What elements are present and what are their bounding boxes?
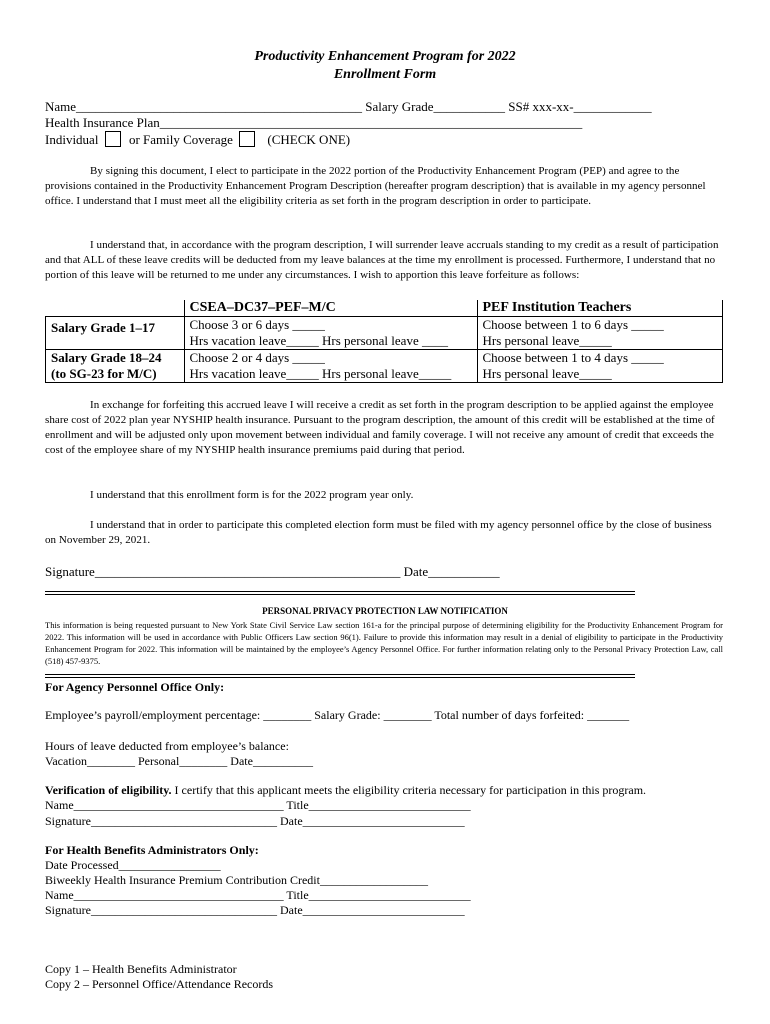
hba-heading: For Health Benefits Administrators Only: <box>45 843 259 857</box>
privacy-title: PERSONAL PRIVACY PROTECTION LAW NOTIFICATION <box>262 606 508 616</box>
agency-heading: For Agency Personnel Office Only: <box>45 680 225 694</box>
paragraph-deadline: I understand that in order to participate this completed election form must be filed with my agency personnel office by the close of business on November 29, 2021. <box>45 519 712 546</box>
paragraph-credit: In exchange for forfeiting this accrued leave I will receive a credit as set forth in the program description to be applied against the employee share cost of 2022 plan year NYSHIP health insurance. Pursuant to the program description, the amount of this credit will be established at the time of enrollment and will be adjusted only upon movement between individual and family coverage. I will not receive any amount of credit that exceeds the cost of the employee share of my NYSHIP health insurance premiums paid during that period. <box>45 399 715 456</box>
premium-credit-line[interactable]: Biweekly Health Insurance Premium Contribution Credit__________________ <box>45 873 428 887</box>
col-header-pef-teachers: PEF Institution Teachers <box>477 300 722 317</box>
hours-deducted-line[interactable]: Vacation________ Personal________ Date__________ <box>45 754 313 768</box>
row-cell-pef[interactable]: Choose between 1 to 4 days _____ Hrs personal leave_____ <box>477 350 722 383</box>
individual-label: Individual <box>45 132 99 147</box>
table-corner <box>46 300 185 317</box>
divider <box>45 591 635 592</box>
hba-signature-date-line[interactable]: Signature_______________________________ Date___________________________ <box>45 903 465 917</box>
divider <box>45 674 635 675</box>
verifier-name-title-line[interactable]: Name___________________________________ Title___________________________ <box>45 798 471 812</box>
hba-name-title-line[interactable]: Name___________________________________ Title___________________________ <box>45 888 471 902</box>
row-cell-csea[interactable]: Choose 3 or 6 days _____ Hrs vacation leave_____ Hrs personal leave ____ <box>184 317 477 350</box>
family-label: or Family Coverage <box>128 132 233 147</box>
date-processed-line[interactable]: Date Processed_________________ <box>45 858 221 872</box>
verification-line <box>45 783 646 798</box>
col-header-csea: CSEA–DC37–PEF–M/C <box>184 300 477 317</box>
individual-checkbox[interactable] <box>105 131 121 147</box>
name-salary-ss-line[interactable]: Name____________________________________________ Salary Grade___________ SS# xxx-xx-____________ <box>45 99 652 114</box>
signature-date-line[interactable]: Signature_______________________________________________ Date___________ <box>45 564 500 579</box>
form-subtitle: Enrollment Form <box>333 67 437 82</box>
row-cell-pef[interactable]: Choose between 1 to 6 days _____ Hrs personal leave_____ <box>477 317 722 350</box>
health-plan-line[interactable]: Health Insurance Plan_________________________________________________________________ <box>45 115 583 130</box>
verification-heading: Verification of eligibility. <box>45 783 172 797</box>
row-label: Salary Grade 1–17 <box>46 317 185 350</box>
verifier-signature-date-line[interactable]: Signature_______________________________ Date___________________________ <box>45 814 465 828</box>
agency-percentage-line[interactable]: Employee’s payroll/employment percentage: ________ Salary Grade: ________ Total number of days forfeited: _______ <box>45 708 630 722</box>
verification-text: I certify that this applicant meets the eligibility criteria necessary for participation in this program. <box>171 783 647 797</box>
family-checkbox[interactable] <box>239 131 255 147</box>
copy-1-note: Copy 1 – Health Benefits Administrator <box>45 962 237 976</box>
coverage-line <box>45 131 350 148</box>
copy-2-note: Copy 2 – Personnel Office/Attendance Records <box>45 977 274 991</box>
divider <box>45 677 635 678</box>
row-label: Salary Grade 18–24 (to SG-23 for M/C) <box>46 350 185 383</box>
form-title: Productivity Enhancement Program for 2022 <box>254 49 516 64</box>
leave-apportion-table <box>45 300 723 383</box>
table-row <box>46 317 723 350</box>
hours-deducted-label: Hours of leave deducted from employee’s balance: <box>45 739 289 753</box>
paragraph-surrender: I understand that, in accordance with the program description, I will surrender leave accruals standing to my credit as a result of participation and that ALL of these leave credits will be deducted from my leave balances at the time my enrollment is processed. Furthermore, I understand that no portion of this leave will be returned to me under any circumstances. I wish to apportion this leave forfeiture as follows: <box>45 239 719 281</box>
divider <box>45 594 635 595</box>
paragraph-election: By signing this document, I elect to participate in the 2022 portion of the Productivity Enhancement Program (PEP) and agree to the provisions contained in the Productivity Enhancement Program Description (hereafter program description) that is available in my agency personnel office. I understand that I must meet all the eligibility criteria as set forth in the program description in order to participate. <box>45 165 706 207</box>
privacy-notice: This information is being requested pursuant to New York State Civil Service Law section 161-a for the principal purpose of determining eligibility for the Productivity Enhancement Program for 2022. This information will be used in accordance with Public Officers Law section 96(1). Failure to provide this information may result in a denial of eligibility to participate in the Productivity Enhancement Program for 2022. This information will be maintained by the employee’s Agency Personnel Office. For further information relating only to the Personal Privacy Protection Law, call (518) 457-9375. <box>45 620 723 666</box>
paragraph-year-only: I understand that this enrollment form is for the 2022 program year only. <box>90 489 414 501</box>
table-row <box>46 350 723 383</box>
check-one-note: (CHECK ONE) <box>267 132 351 147</box>
row-cell-csea[interactable]: Choose 2 or 4 days _____ Hrs vacation leave_____ Hrs personal leave_____ <box>184 350 477 383</box>
